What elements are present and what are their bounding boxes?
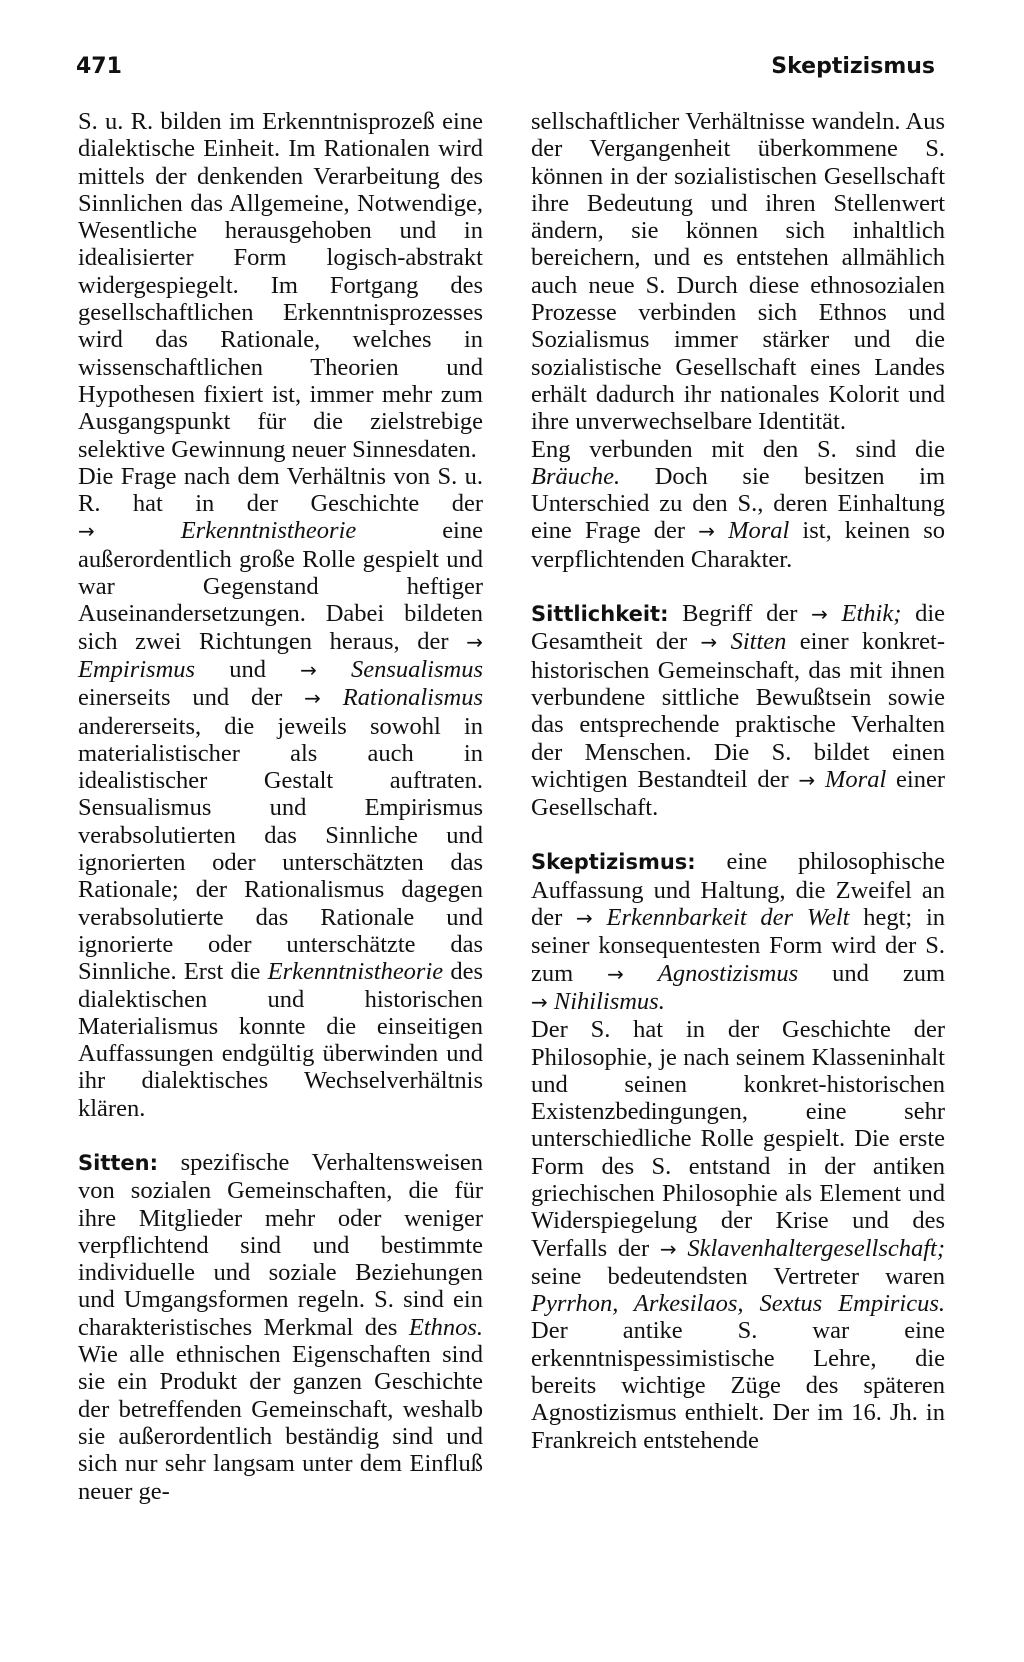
text-span: Doch sie besitzen im Unterschied zu den S., deren Einhaltung eine Frage der (531, 462, 945, 545)
sinnliches-rationales-paragraph-1: S. u. R. bilden im Erkenntnisprozeß eine dialektische Einheit. Im Rationalen wird mittels der denkenden Verarbeitung des Sinnlichen das Allgemeine, Notwendige, Wesentliche herausgehoben und in idealisierter Form logisch-abstrakt widergespiegelt. Im Fortgang des gesellschaftlichen Erkenntnisprozesses wird das Rationale, welches in wissenschaftlichen Theorien und Hypothesen fixiert ist, immer mehr zum Ausgangspunkt für die zielstrebige selektive Gewinnung neuer Sinnesdaten. (78, 108, 483, 463)
text-span: einer Gesellschaft. (531, 765, 946, 822)
philosopher-names: Pyrrhon, Arkesilaos, Sextus Empiricus. (531, 1290, 945, 1318)
entry-sittlichkeit (531, 600, 945, 821)
cross-reference-erkenntnistheorie[interactable]: Erkenntnistheorie (180, 517, 357, 545)
text-span: ist, keinen so verpflichtenden Charakter. (531, 517, 945, 573)
text-span: Eng verbunden mit den S. sind die (531, 435, 945, 463)
cross-reference-sensualismus[interactable]: Sensualismus (350, 655, 484, 683)
sitten-continuation-paragraph: sellschaftlicher Verhältnisse wandeln. Aus der Vergangenheit überkommene S. können in der sozialistischen Gesellschaft ihre Bedeutung und ihren Stellenwert ändern, sie können sich inhaltlich bereichern, und es entstehen allmählich auch neue S. Durch diese ethnosozialen Prozesse verbinden sich Ethnos und Sozialismus immer stärker und die sozialistische Gesellschaft eines Landes erhält dadurch ihr nationales Kolorit und ihre unverwechselbare Identität. (531, 108, 945, 436)
text-span: eine außerordentlich große Rolle gespielt und war Gegenstand heftiger Auseinandersetzungen. Dabei bildeten sich zwei Richtungen heraus, der (78, 517, 483, 655)
text-span: einer konkret-historischen Gemeinschaft, das mit ihnen verbundene sittliche Bewußtsein sowie das entsprechende praktische Verhalten der Menschen. Die S. bildet einen wichtigen Bestandteil der (531, 628, 945, 793)
text-span: Die Frage nach dem Verhältnis von S. u. R. hat in der Geschichte der (78, 462, 483, 518)
cross-reference-arrow-icon: → (607, 961, 624, 986)
text-span: Der antike S. war eine erkenntnispessimistische Lehre, die bereits wichtige Züge des späteren Agnostizismus enthielt. Der im 16. Jh. in Frankreich entstehende (531, 1317, 945, 1454)
right-column (531, 108, 945, 1454)
cross-reference-arrow-icon: → (531, 989, 548, 1014)
cross-reference-sitten[interactable]: Sitten (730, 628, 787, 656)
text-span: des dialektischen und historischen Materialismus konnte die einseitigen Auffassungen endgültig überwinden und ihr dialektisches Wechselverhältnis klären. (78, 958, 483, 1122)
text-span: Begriff der (668, 600, 812, 628)
text-span: seine bedeutendsten Vertreter waren (531, 1262, 945, 1290)
lemma-heading: Sitten: (78, 1150, 158, 1175)
entry-sitten (78, 1149, 483, 1505)
text-span: hegt; in seiner konsequentesten Form wird der S. zum (531, 904, 946, 987)
cross-reference-erkenntnistheorie-2[interactable]: Erkenntnistheorie (267, 958, 444, 986)
lemma-heading: Sittlichkeit: (531, 602, 669, 627)
left-column (78, 108, 483, 1505)
cross-reference-arrow-icon: → (300, 657, 317, 682)
cross-reference-sklavenhaltergesellschaft[interactable]: Sklavenhaltergesellschaft; (687, 1234, 946, 1262)
cross-reference-empirismus[interactable]: Empirismus (78, 655, 196, 683)
skeptizismus-history-paragraph (531, 1016, 945, 1454)
cross-reference-arrow-icon: → (700, 630, 718, 655)
text-span: und zum (798, 959, 946, 987)
cross-reference-nihilismus[interactable]: Nihilismus. (553, 987, 665, 1015)
cross-reference-arrow-icon: → (78, 519, 95, 544)
text-span: spezifische Verhaltensweisen von sozialen Gemeinschaften, die für ihre Mitglieder mehr oder weniger verpflichtend sind und bestimmte individuelle und soziale Beziehungen und Umgangsformen regeln. S. sind ein charakteristisches Merkmal des (78, 1148, 483, 1341)
text-span: und (195, 655, 301, 683)
text-span: andererseits, die jeweils sowohl in materialistischer als auch in idealistischer Gestalt auftraten. Sensualismus und Empirismus verabsolutierten das Sinnliche und ignorierten oder unterschätzten das Rationale; der Rationalismus dagegen verabsolutierte das Rationale und ignorierte oder unterschätzte das Sinnliche. Erst die (78, 712, 483, 986)
text-span: Der S. hat in der Geschichte der Philosophie, je nach seinem Klasseninhalt und seinen konkret-historischen Existenzbedingungen, eine sehr unterschiedliche Rolle gespielt. Die erste Form des S. entstand in der antiken griechischen Philosophie als Element und Widerspiegelung der Krise und des Verfalls der (531, 1016, 945, 1262)
cross-reference-ethik[interactable]: Ethik; (841, 600, 902, 628)
cross-reference-moral-2[interactable]: Moral (825, 765, 887, 793)
cross-reference-arrow-icon: → (576, 906, 593, 931)
cross-reference-erkennbarkeit-der-welt[interactable]: Erkennbarkeit der Welt (606, 904, 850, 932)
sinnliches-rationales-paragraph-2 (78, 463, 483, 1122)
cross-reference-moral[interactable]: Moral (728, 517, 790, 545)
cross-reference-arrow-icon: → (798, 767, 816, 792)
cross-reference-braeuche[interactable]: Bräuche. (531, 462, 621, 490)
entry-skeptizismus (531, 848, 945, 1016)
text-span: Wie alle ethnischen Eigenschaften sind sie ein Produkt der ganzen Geschichte der betreffenden Gemeinschaft, weshalb sie außerordentlich beständig sind und sich nur sehr langsam unter dem Einfluß neuer ge- (78, 1341, 483, 1505)
running-head: Skeptizismus (771, 54, 935, 79)
text-span: die Gesamtheit der (531, 600, 946, 656)
lemma-heading: Skeptizismus: (531, 850, 696, 875)
cross-reference-ethnos[interactable]: Ethnos. (408, 1313, 483, 1341)
text-span: eine philosophische Auffassung und Haltung, die Zweifel an der (531, 848, 945, 932)
cross-reference-arrow-icon: → (811, 602, 828, 627)
cross-reference-arrow-icon: → (659, 1236, 677, 1261)
text-span: einerseits und der (78, 684, 305, 712)
cross-reference-rationalismus[interactable]: Rationalismus (342, 684, 484, 712)
sitten-braeuche-paragraph (531, 436, 945, 573)
cross-reference-arrow-icon: → (304, 686, 321, 711)
cross-reference-arrow-icon: → (466, 629, 483, 654)
page-number: 471 (76, 54, 122, 79)
cross-reference-arrow-icon: → (698, 519, 715, 544)
cross-reference-agnostizismus[interactable]: Agnostizismus (657, 959, 799, 987)
